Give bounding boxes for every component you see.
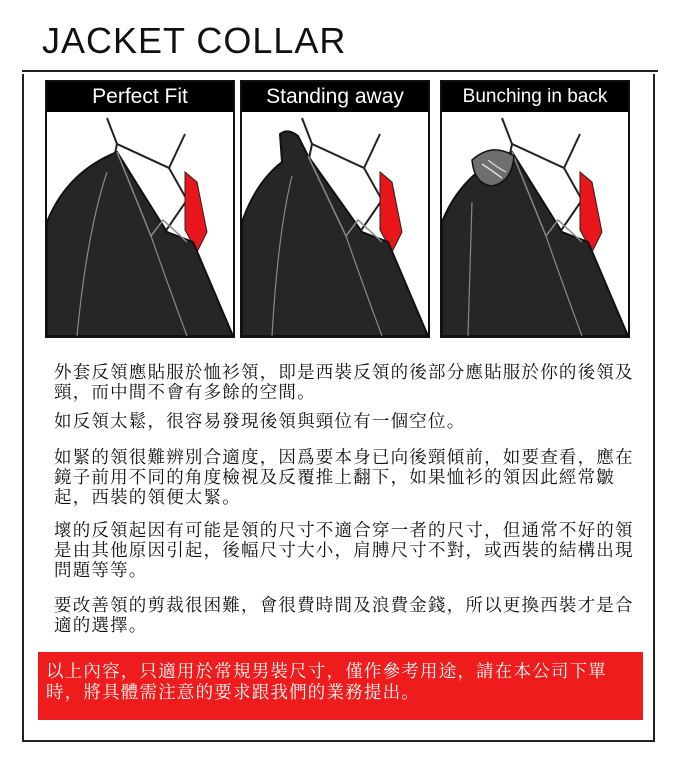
paragraph-loose-collar: 如反領太鬆，很容易發現後領與頸位有一個空位。 [54, 412, 466, 432]
paragraph-improvement: 要改善領的剪裁很困難，會很費時間及浪費金錢，所以更換西裝才是合適的選擇。 [54, 596, 634, 636]
jacket-collar-bunching-illustration [442, 112, 628, 336]
jacket-collar-perfect-illustration [47, 112, 233, 336]
panel-standing-away [240, 80, 430, 338]
panel-label: Bunching in back [442, 82, 628, 112]
panel-perfect-fit [45, 80, 235, 338]
title-rule [22, 70, 658, 72]
panel-label: Perfect Fit [47, 82, 233, 112]
page-title: JACKET COLLAR [42, 20, 347, 61]
paragraph-bad-collar-causes: 壞的反領起因有可能是領的尺寸不適合穿一者的尺寸，但通常不好的領是由其他原因引起，後幅尺寸大小，肩膊尺寸不對，或西裝的結構出現問題等等。 [54, 521, 634, 581]
panel-label: Standing away [242, 82, 428, 112]
panel-bunching-in-back [440, 80, 630, 338]
disclaimer-text: 以上內容，只適用於常規男裝尺寸，僅作參考用途，請在本公司下單時，將具體需注意的要求跟我們的業務提出。 [46, 662, 607, 703]
jacket-collar-standing-illustration [242, 112, 428, 336]
disclaimer-notice [38, 652, 643, 720]
paragraph-collar-fit: 外套反領應貼服於恤衫領，即是西裝反領的後部分應貼服於你的後領及頸，而中間不會有多餘的空間。 [54, 363, 634, 403]
paragraph-tight-collar: 如緊的領很難辨別合適度，因爲要本身已向後頸傾前，如要查看，應在鏡子前用不同的角度檢視及反覆推上翻下，如果恤衫的領因此經常皺起，西裝的領便太緊。 [54, 448, 634, 508]
